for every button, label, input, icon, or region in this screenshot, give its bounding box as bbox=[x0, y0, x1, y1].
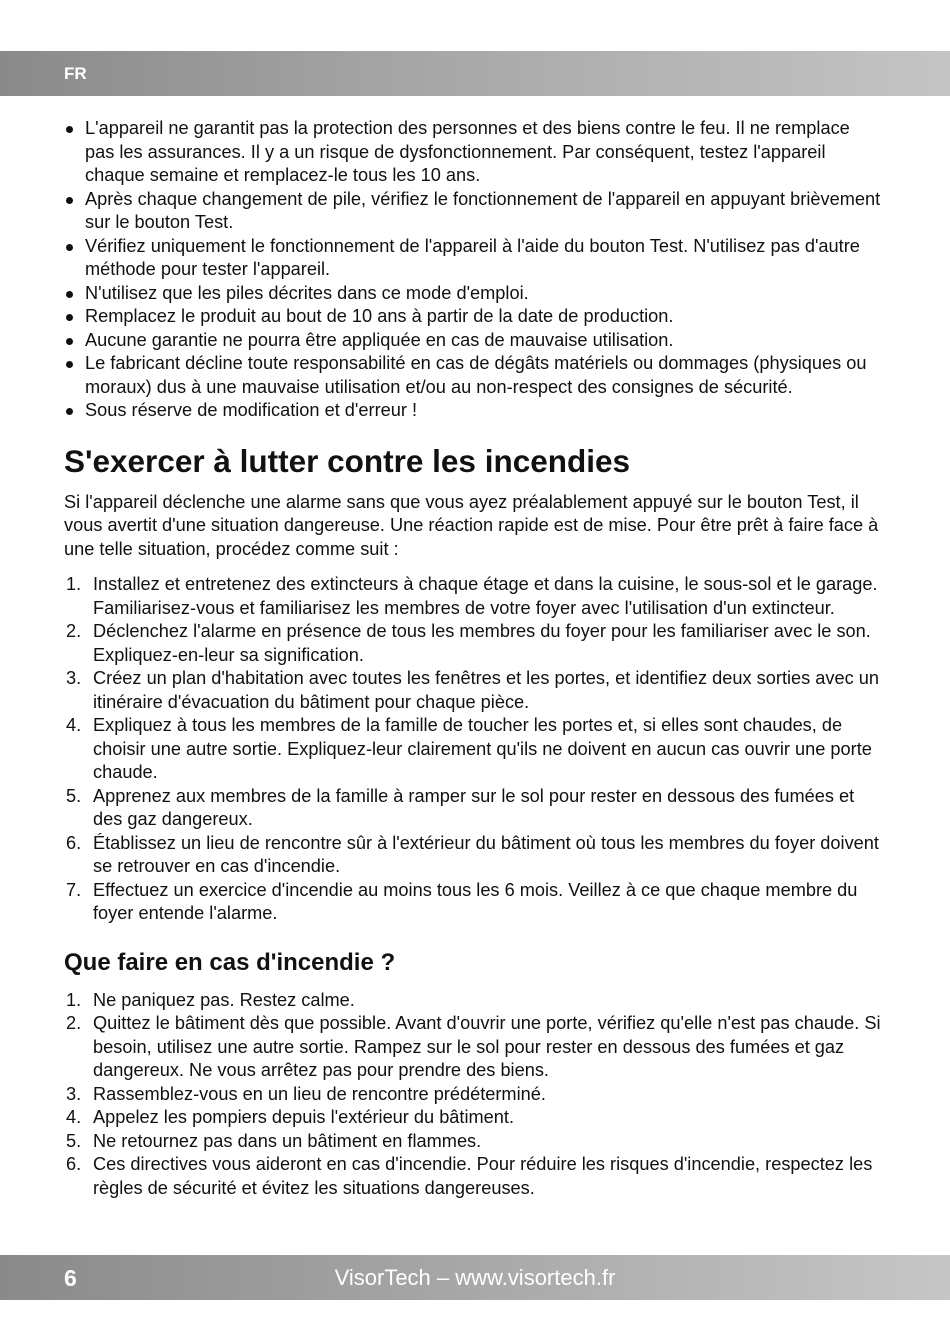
bullet-icon bbox=[66, 244, 73, 251]
step-item bbox=[64, 989, 884, 1013]
list-item-text: Après chaque changement de pile, vérifiez le fonctionnement de l'appareil en appuyant brièvement sur le bouton Test. bbox=[85, 188, 881, 232]
fire-response-steps bbox=[64, 989, 884, 1201]
list-item-text: L'appareil ne garantit pas la protection des personnes et des biens contre le feu. Il ne remplace pas les assurances. Il y a un risque de dysfonctionnement. Par conséquent, testez l'appareil chaque semaine et remplacez-le tous les 10 ans. bbox=[85, 118, 850, 185]
step-number: 2. bbox=[66, 1013, 82, 1033]
step-number: 4. bbox=[66, 715, 82, 735]
step-item bbox=[64, 573, 884, 620]
step-text: Installez et entretenez des extincteurs à chaque étage et dans la cuisine, le sous-sol et le garage. Familiarisez-vous et familiarisez les membres de votre foyer avec l'utilisation d'un extincteur. bbox=[93, 574, 878, 618]
list-item bbox=[64, 235, 884, 282]
step-item bbox=[64, 714, 884, 785]
step-item bbox=[64, 1083, 884, 1107]
list-item-text: Sous réserve de modification et d'erreur ! bbox=[85, 400, 418, 420]
list-item bbox=[64, 352, 884, 399]
list-item-text: Aucune garantie ne pourra être appliquée en cas de mauvaise utilisation. bbox=[85, 329, 674, 350]
step-item bbox=[64, 1012, 884, 1083]
bullet-icon bbox=[66, 361, 73, 368]
list-item bbox=[64, 188, 884, 235]
step-text: Expliquez à tous les membres de la famille de toucher les portes et, si elles sont chaudes, de choisir une autre sortie. Expliquez-leur clairement qu'ils ne doivent en aucun cas ouvrir une porte chaude. bbox=[93, 715, 872, 782]
section-title-fire-drill: S'exercer à lutter contre les incendies bbox=[64, 442, 631, 479]
step-item bbox=[64, 1130, 884, 1154]
step-text: Effectuez un exercice d'incendie au moins tous les 6 mois. Veillez à ce que chaque membre du foyer entende l'alarme. bbox=[93, 879, 858, 923]
step-number: 3. bbox=[66, 1083, 82, 1104]
step-number: 6. bbox=[66, 1154, 82, 1174]
step-text: Déclenchez l'alarme en présence de tous les membres du foyer pour les familiariser avec le son. Expliquez-en-leur sa signification. bbox=[93, 621, 871, 665]
language-label: FR bbox=[64, 64, 87, 83]
bullet-icon bbox=[66, 338, 73, 345]
step-number: 1. bbox=[66, 989, 82, 1010]
step-number: 2. bbox=[66, 621, 82, 641]
bullet-icon bbox=[66, 291, 73, 298]
header-bar bbox=[0, 51, 950, 96]
bullet-icon bbox=[66, 408, 73, 415]
warning-list bbox=[64, 117, 884, 423]
step-item bbox=[64, 1106, 884, 1130]
step-item bbox=[64, 620, 884, 667]
fire-drill-steps bbox=[64, 573, 884, 926]
step-text: Apprenez aux membres de la famille à ramper sur le sol pour rester en dessous des fumées et des gaz dangereux. bbox=[93, 785, 855, 829]
list-item bbox=[64, 399, 884, 423]
page-number: 6 bbox=[64, 1265, 77, 1291]
list-item-text: Remplacez le produit au bout de 10 ans à partir de la date de production. bbox=[85, 306, 674, 326]
step-number: 1. bbox=[66, 574, 82, 594]
step-text: Quittez le bâtiment dès que possible. Avant d'ouvrir une porte, vérifiez qu'elle n'est pas chaude. Si besoin, utilisez une autre sortie. Rampez sur le sol pour rester en dessous des fumées et gaz dangereux. Ne vous arrêtez pas pour prendre des biens. bbox=[93, 1013, 881, 1080]
footer-bar bbox=[0, 1255, 950, 1300]
step-number: 5. bbox=[66, 1130, 82, 1151]
step-item bbox=[64, 879, 884, 926]
step-item bbox=[64, 832, 884, 879]
step-item bbox=[64, 667, 884, 714]
list-item bbox=[64, 329, 884, 353]
step-number: 7. bbox=[66, 879, 82, 900]
list-item-text: Vérifiez uniquement le fonctionnement de l'appareil à l'aide du bouton Test. N'utilisez pas d'autre méthode pour tester l'appareil. bbox=[85, 235, 860, 279]
bullet-icon bbox=[66, 314, 73, 321]
section-intro: Si l'appareil déclenche une alarme sans que vous ayez préalablement appuyé sur le bouton Test, il vous avertit d'une situation dangereuse. Une réaction rapide est de mise. Pour être prêt à faire face à une telle situation, procédez comme suit : bbox=[64, 491, 879, 559]
list-item bbox=[64, 305, 884, 329]
step-text: Appelez les pompiers depuis l'extérieur du bâtiment. bbox=[93, 1107, 515, 1127]
step-number: 6. bbox=[66, 832, 82, 853]
list-item bbox=[64, 282, 884, 306]
step-text: Rassemblez-vous en un lieu de rencontre prédéterminé. bbox=[93, 1083, 546, 1104]
step-text: Ne paniquez pas. Restez calme. bbox=[93, 989, 355, 1010]
bullet-icon bbox=[66, 126, 73, 133]
list-item-text: N'utilisez que les piles décrites dans ce mode d'emploi. bbox=[85, 282, 529, 303]
step-text: Ces directives vous aideront en cas d'incendie. Pour réduire les risques d'incendie, respectez les règles de sécurité et évitez les situations dangereuses. bbox=[93, 1154, 873, 1198]
list-item-text: Le fabricant décline toute responsabilité en cas de dégâts matériels ou dommages (physiques ou moraux) dus à une mauvaise utilisation et/ou au non-respect des consignes de sécurité. bbox=[85, 353, 867, 397]
step-item bbox=[64, 1153, 884, 1200]
step-number: 5. bbox=[66, 785, 82, 806]
step-number: 4. bbox=[66, 1107, 82, 1127]
list-item bbox=[64, 117, 884, 188]
step-number: 3. bbox=[66, 668, 82, 688]
step-text: Établissez un lieu de rencontre sûr à l'extérieur du bâtiment où tous les membres du foyer doivent se retrouver en cas d'incendie. bbox=[93, 832, 879, 876]
page-content bbox=[64, 117, 884, 1200]
section-title-in-case-of-fire: Que faire en cas d'incendie ? bbox=[64, 948, 396, 976]
step-text: Ne retournez pas dans un bâtiment en flammes. bbox=[93, 1130, 482, 1151]
step-text: Créez un plan d'habitation avec toutes les fenêtres et les portes, et identifiez deux sorties avec un itinéraire d'évacuation du bâtiment pour chaque pièce. bbox=[93, 668, 879, 712]
footer-brand-text: VisorTech – www.visortech.fr bbox=[334, 1265, 616, 1290]
step-item bbox=[64, 785, 884, 832]
bullet-icon bbox=[66, 197, 73, 204]
